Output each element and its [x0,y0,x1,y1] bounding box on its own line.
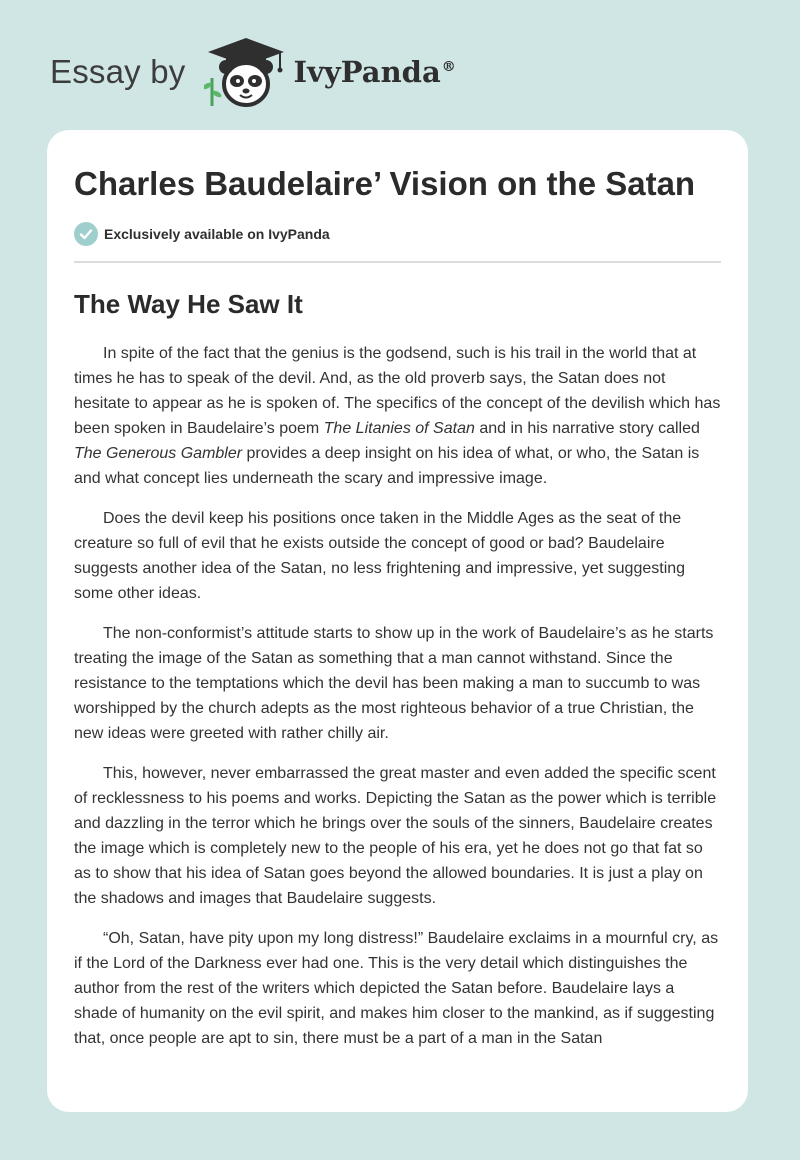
brand-name-text: IvyPanda [293,55,441,89]
registered-mark: ® [441,59,456,76]
essay-paragraph [74,621,721,746]
essay-paragraph [74,506,721,606]
essay-paragraph [74,341,721,491]
check-circle-icon [74,222,98,246]
essay-by-label: Essay by [50,53,186,90]
essay-title: Charles Baudelaire’ Vision on the Satan [74,165,696,202]
essay-body [74,341,721,1051]
brand-name[interactable] [294,55,456,89]
paragraph-text: This, however, never embarrassed the great master and even added the specific scent of recklessness to his poems and works. Depicting the Satan as the power which is terrible and dazzling in the terror which he brings over the souls of the sinners, Baudelaire creates the image which is completely new to the people of his era, yet he does not go that fat so as to show that his idea of Satan goes beyond the allowed boundaries. It is just a play on the shadows and images that Baudelaire suggests. [74,765,717,907]
paragraph-text: “Oh, Satan, have pity upon my long distress!” Baudelaire exclaims in a mournful cry, as if the Lord of the Darkness ever had one. This is the very detail which distinguishes the author from the rest of the writers which depicted the Satan before. Baudelaire lays a shade of humanity on the evil spirit, and makes him closer to the mankind, as if suggesting that, once people are apt to sin, there must be a part of a man in the Satan [74,930,719,1047]
paragraph-text: and in his narrative story called [474,420,700,437]
section-heading: The Way He Saw It [74,289,303,319]
availability-badge [74,221,721,247]
italic-title: The Litanies of Satan [323,420,475,437]
essay-paragraph [74,761,721,911]
paragraph-text: provides a deep insight on his idea of what, or who, the Satan is and what concept lies underneath the scary and impressive image. [74,445,700,487]
paragraph-text: In spite of the fact that the genius is the godsend, such is his trail in the world that at times he has to speak of the devil. And, as the old proverb says, the Satan does not hesitate to appear as he is spoken of. The specifics of the concept of the devilish which has been spoken in Baudelaire’s poem [74,345,721,437]
italic-title: The Generous Gambler [74,445,243,462]
panda-graduation-cap-icon[interactable] [204,34,288,110]
availability-text: Exclusively available on IvyPanda [104,226,330,242]
site-header [50,34,456,110]
paragraph-text: Does the devil keep his positions once taken in the Middle Ages as the seat of the creature so full of evil that he exists outside the concept of good or bad? Baudelaire suggests another idea of the Satan, no less frightening and impressive, yet suggesting some other ideas. [74,510,686,602]
essay-paragraph [74,926,721,1051]
paragraph-text: The non-conformist’s attitude starts to show up in the work of Baudelaire’s as he starts treating the image of the Satan as something that a man cannot withstand. Since the resistance to the temptations which the devil has been making a man to succumb to was worshipped by the church adepts as the most righteous behavior of a true Christian, the new ideas were greeted with rather chilly air. [74,625,714,742]
essay-card [47,130,748,1112]
title-divider [74,261,721,263]
